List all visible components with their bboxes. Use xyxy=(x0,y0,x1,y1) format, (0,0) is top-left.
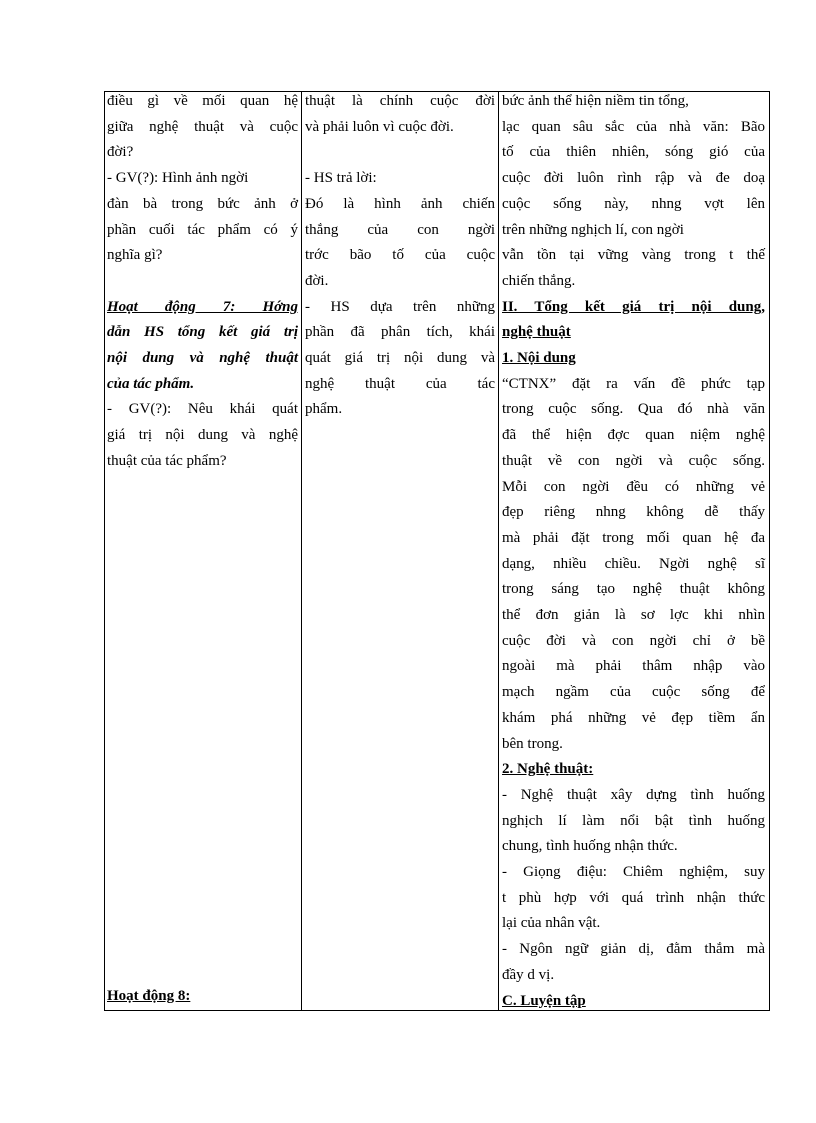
text-line: nghịch lí làm nổi bật tình huống xyxy=(502,812,765,829)
content-column xyxy=(499,92,769,1010)
text-line: nghệ thuật của tác xyxy=(305,375,495,392)
text-line: ngoài mà phải thâm nhập vào xyxy=(502,658,765,675)
text-line: lạc quan sâu sắc của nhà văn: Bão xyxy=(502,118,765,135)
text-line: - Giọng điệu: Chiêm nghiệm, suy xyxy=(502,864,765,880)
text-line: phần đã phân tích, khái xyxy=(305,324,495,341)
text-line: - GV(?): Hình ảnh ngời xyxy=(107,170,249,187)
text-line: - Nghệ thuật xây dựng tình huống xyxy=(502,786,765,803)
text-line: Đó là hình ảnh chiến xyxy=(305,195,495,212)
activity-8-heading: Hoạt động 8: xyxy=(107,988,191,1004)
text-line: Hoạt động 7: Hớng xyxy=(107,298,298,315)
text-line: nghĩa gì? xyxy=(107,247,163,264)
text-line: - HS trả lời: xyxy=(305,170,377,187)
text-line: “CTNX” đặt ra vấn đề phức tạp xyxy=(502,375,765,392)
text-line: đầy d vị. xyxy=(502,966,555,983)
text-line: II. Tổng kết giá trị nội dung, xyxy=(502,298,765,315)
student-activity-column xyxy=(302,92,499,1010)
text-line: đàn bà trong bức ảnh ở xyxy=(107,195,298,212)
teacher-activity-column xyxy=(105,92,302,1010)
text-line: mà phải đặt trong mối quan hệ đa xyxy=(502,529,765,546)
text-line: thuật của tác phẩm? xyxy=(107,452,227,469)
text-line: lại của nhân vật. xyxy=(502,915,601,932)
text-line: - HS dựa trên những xyxy=(305,298,495,315)
lesson-table xyxy=(104,91,770,1011)
text-line: đã thể hiện đợc quan niệm nghệ xyxy=(502,427,765,444)
text-line: cuộc đời và con ngời chỉ ở bề xyxy=(502,632,765,649)
text-line: đời. xyxy=(305,272,329,289)
text-line: thể đơn giản là sơ lợc khi nhìn xyxy=(502,607,765,623)
text-line: và phải luôn vì cuộc đời. xyxy=(305,118,454,135)
text-line: trong sáng tạo nghệ thuật không xyxy=(502,581,765,598)
text-line: t phù hợp với quá trình nhận thức xyxy=(502,889,765,906)
text-line: cuộc đời luôn rình rập và đe doạ xyxy=(502,170,765,187)
text-line: nội dung và nghệ thuật xyxy=(107,350,298,366)
text-line: chiến thắng. xyxy=(502,272,576,289)
text-line: thắng của con ngời xyxy=(305,221,495,238)
text-line: phần cuối tác phẩm có ý xyxy=(107,221,298,238)
text-line: - GV(?): Nêu khái quát xyxy=(107,401,298,418)
text-line: trớc bão tố của cuộc xyxy=(305,247,495,264)
text-line: C. Luyện tập xyxy=(502,992,586,1009)
text-line: mạch ngầm của cuộc sống để xyxy=(502,684,765,701)
text-line: trên những nghịch lí, con ngời xyxy=(502,221,684,238)
text-line: tố của thiên nhiên, sóng gió của xyxy=(502,144,765,161)
text-line: trong cuộc sống. Qua đó nhà văn xyxy=(502,401,765,418)
text-line: - Ngôn ngữ giản dị, đằm thắm mà xyxy=(502,941,765,958)
text-line: vẫn tồn tại vững vàng trong t thế xyxy=(502,247,765,264)
text-line: dạng, nhiều chiều. Ngời nghệ sĩ xyxy=(502,555,765,572)
text-line: điều gì về mối quan hệ xyxy=(107,93,298,109)
text-line: thuật là chính cuộc đời xyxy=(305,93,495,109)
text-line: của tác phẩm. xyxy=(107,375,195,392)
text-line: khám phá những vẻ đẹp tiềm ẩn xyxy=(502,709,765,726)
text-line: đẹp riêng nhng không dễ thấy xyxy=(502,504,765,521)
text-line: quát giá trị nội dung và xyxy=(305,350,495,366)
text-line: thuật về con ngời và cuộc sống. xyxy=(502,452,765,469)
text-line: phẩm. xyxy=(305,401,343,418)
text-line: giữa nghệ thuật và cuộc xyxy=(107,118,298,135)
text-line: bức ảnh thể hiện niềm tin tổng, xyxy=(502,93,689,109)
text-line: cuộc sống này, nhng vợt lên xyxy=(502,195,765,212)
text-line: 2. Nghệ thuật: xyxy=(502,761,594,778)
text-line: dẫn HS tổng kết giá trị xyxy=(107,324,298,341)
text-line: nghệ thuật xyxy=(502,324,571,341)
text-line: 1. Nội dung xyxy=(502,350,576,366)
text-line: giá trị nội dung và nghệ xyxy=(107,427,298,444)
text-line: chung, tình huống nhận thức. xyxy=(502,838,678,855)
text-line: bên trong. xyxy=(502,735,563,752)
text-line: đời? xyxy=(107,144,134,161)
text-line: Mỗi con ngời đều có những vẻ xyxy=(502,478,765,495)
